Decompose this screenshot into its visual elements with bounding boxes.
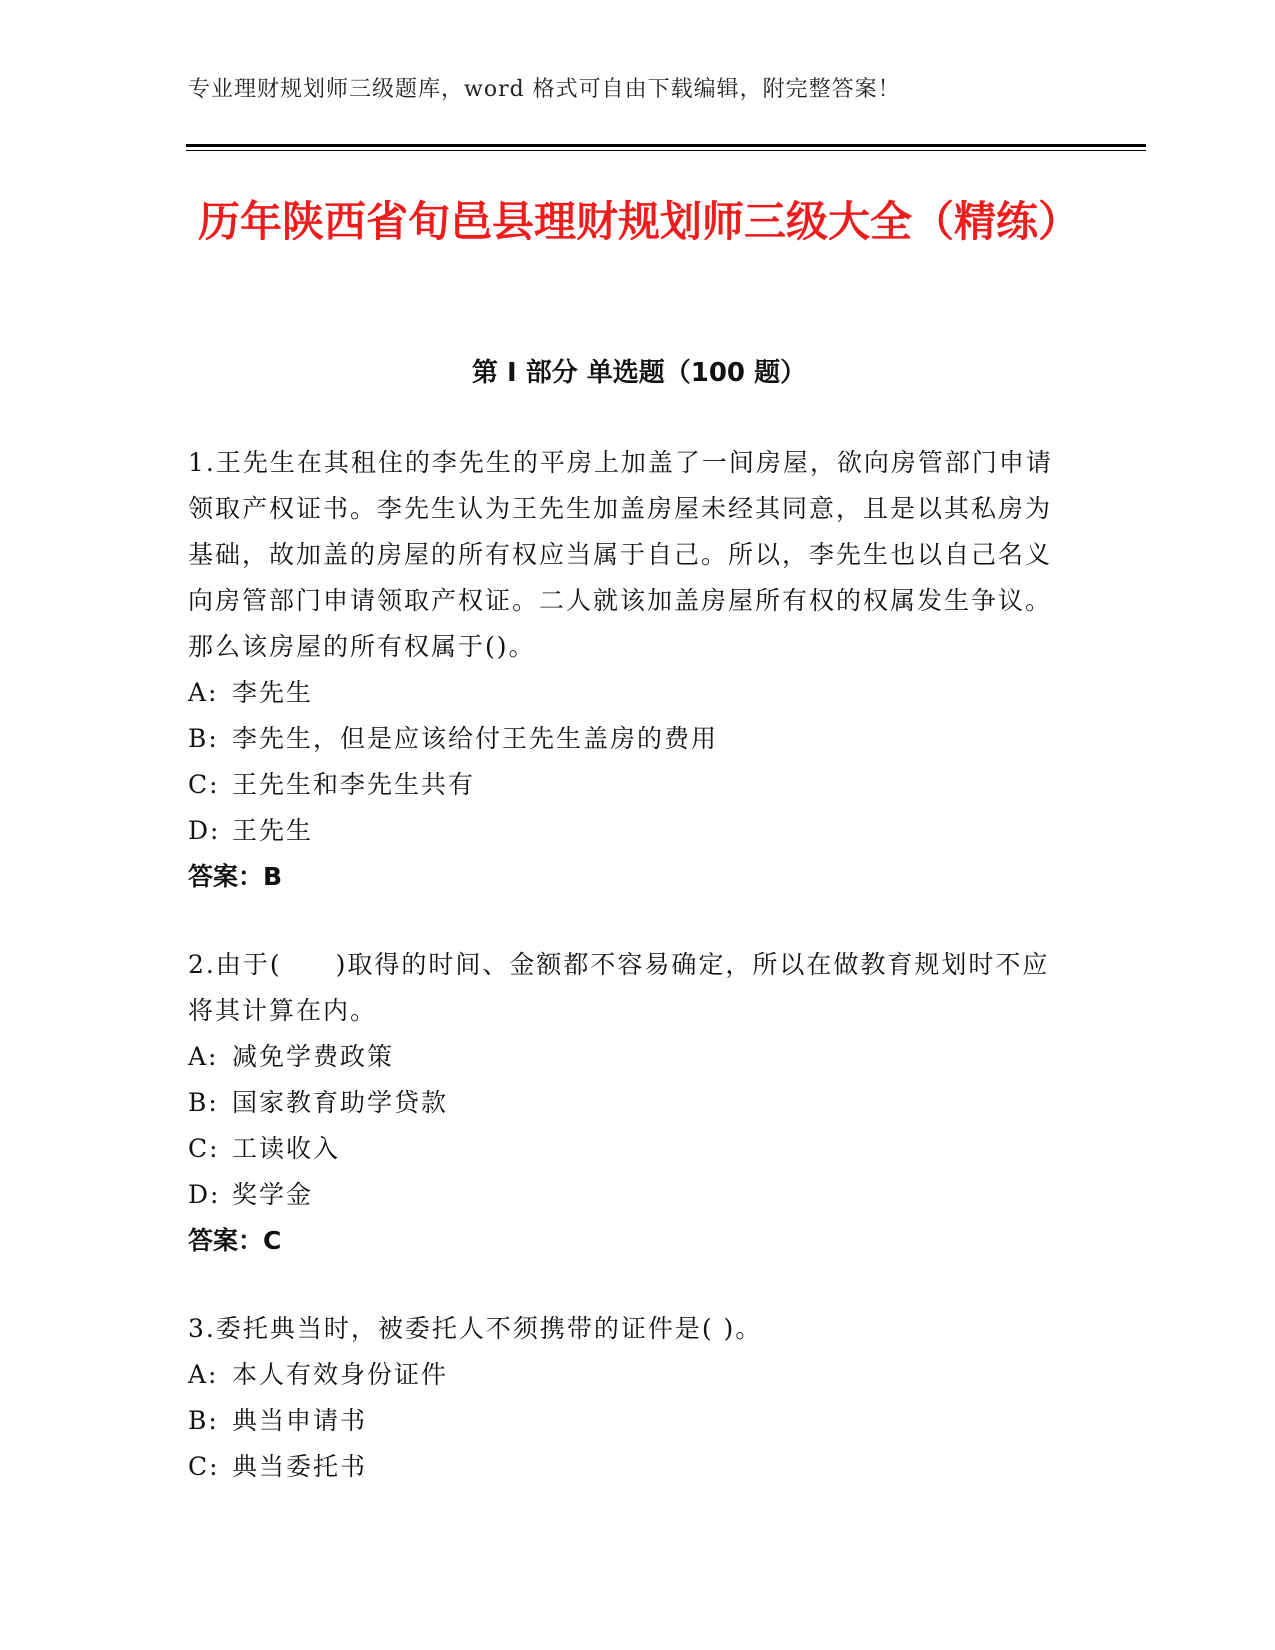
option-letter: A:: [188, 678, 219, 707]
option-letter: C:: [188, 770, 220, 799]
option-text: 工读收入: [232, 1134, 341, 1163]
option-c: [188, 1126, 1068, 1172]
option-a: [188, 1034, 1068, 1080]
option-text: 本人有效身份证件: [232, 1360, 449, 1389]
option-d: [188, 1172, 1068, 1218]
option-text: 王先生和李先生共有: [232, 770, 476, 799]
option-letter: B:: [188, 1406, 219, 1435]
question-stem: 2.由于( )取得的时间、金额都不容易确定，所以在做教育规划时不应将其计算在内。: [188, 950, 1050, 1025]
option-text: 奖学金: [232, 1180, 314, 1209]
header-divider-thin: [186, 150, 1146, 151]
option-letter: D:: [188, 816, 221, 845]
question-1: [188, 440, 1068, 900]
option-text: 典当申请书: [232, 1406, 368, 1435]
question-2: [188, 942, 1068, 1264]
question-list: [188, 440, 1068, 1532]
option-c: [188, 762, 1068, 808]
option-a: [188, 670, 1068, 716]
option-letter: C:: [188, 1452, 220, 1481]
option-b: [188, 1080, 1068, 1126]
document-title: 历年陕西省旬邑县理财规划师三级大全（精练）: [197, 197, 1080, 246]
section-title: 第 I 部分 单选题（100 题）: [471, 358, 807, 388]
question-3: [188, 1306, 1068, 1490]
option-text: 李先生: [232, 678, 314, 707]
option-letter: B:: [188, 724, 219, 753]
option-letter: C:: [188, 1134, 220, 1163]
question-stem: 1.王先生在其租住的李先生的平房上加盖了一间房屋，欲向房管部门申请领取产权证书。李先生认为王先生加盖房屋未经其同意，且是以其私房为基础，故加盖的房屋的所有权应当属于自己。所以，李先生也以自己名义向房管部门申请领取产权证。二人就该加盖房屋所有权的权属发生争议。那么该房屋的所有权属于()。: [188, 448, 1053, 661]
option-a: [188, 1352, 1068, 1398]
option-text: 国家教育助学贷款: [232, 1088, 449, 1117]
option-d: [188, 808, 1068, 854]
option-letter: A:: [188, 1360, 219, 1389]
option-text: 减免学费政策: [232, 1042, 395, 1071]
header-note: 专业理财规划师三级题库，word 格式可自由下载编辑，附完整答案！: [188, 77, 901, 102]
option-b: [188, 716, 1068, 762]
option-letter: A:: [188, 1042, 219, 1071]
option-c: [188, 1444, 1068, 1490]
option-b: [188, 1398, 1068, 1444]
question-stem: 3.委托典当时，被委托人不须携带的证件是( )。: [188, 1314, 763, 1343]
answer-line: 答案：C: [188, 1226, 282, 1255]
answer-line: 答案：B: [188, 862, 283, 891]
header-divider-thick: [186, 144, 1146, 147]
option-letter: D:: [188, 1180, 221, 1209]
option-text: 李先生，但是应该给付王先生盖房的费用: [232, 724, 719, 753]
option-letter: B:: [188, 1088, 219, 1117]
option-text: 王先生: [232, 816, 314, 845]
option-text: 典当委托书: [232, 1452, 368, 1481]
